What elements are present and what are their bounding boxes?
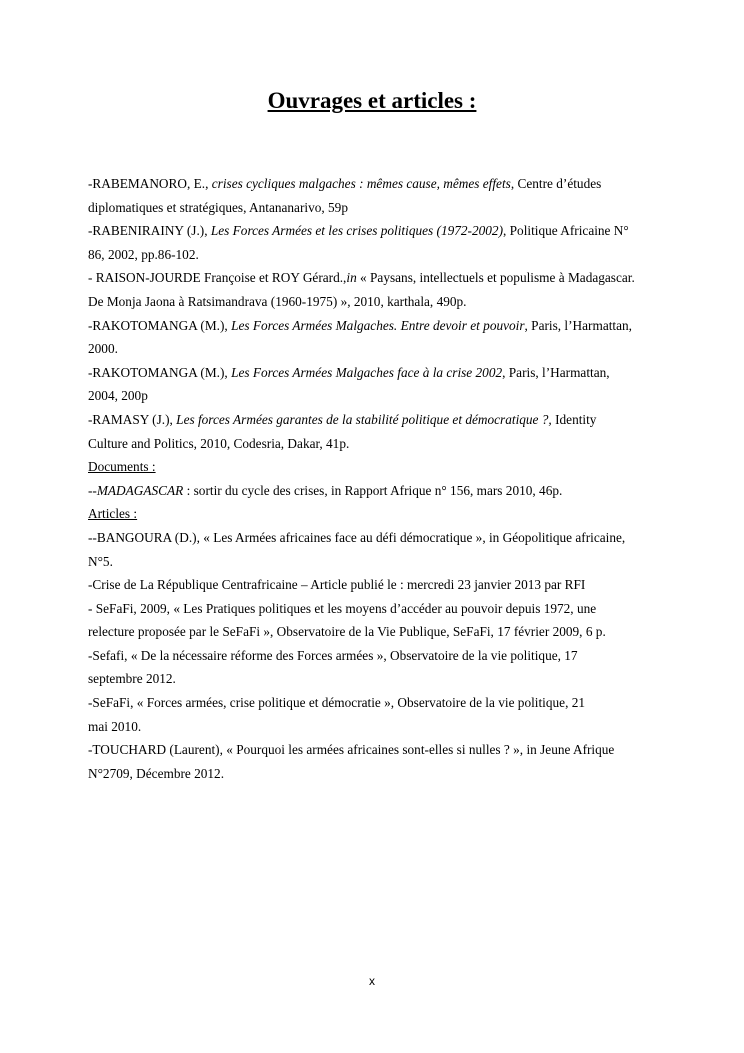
text-segment: diplomatiques et stratégiques, Antananarivo, 59p bbox=[88, 199, 348, 215]
text-line bbox=[88, 667, 668, 691]
text-line bbox=[88, 337, 668, 361]
text-line bbox=[88, 172, 668, 196]
text-segment: , Centre d’études bbox=[510, 176, 602, 191]
text-line bbox=[88, 243, 668, 267]
bibliography-list bbox=[88, 172, 668, 785]
text-line bbox=[88, 573, 668, 597]
text-segment: , Paris, l’Harmattan, bbox=[524, 317, 632, 333]
text-line bbox=[88, 219, 668, 243]
text-segment: N°2709, Décembre 2012. bbox=[88, 765, 225, 781]
text-segment: -RAKOTOMANGA (M.), bbox=[88, 364, 232, 380]
text-line bbox=[88, 738, 668, 762]
text-line bbox=[88, 408, 668, 432]
text-line bbox=[88, 479, 668, 503]
text-segment: -RAMASY (J.), bbox=[88, 411, 177, 427]
text-line bbox=[88, 526, 668, 550]
section-heading: Documents : bbox=[88, 459, 156, 475]
text-line bbox=[88, 314, 668, 338]
text-segment: -Sefafi, « De la nécessaire réforme des Forces armées », Observatoire de la vie politique, 17 bbox=[88, 647, 578, 663]
text-line bbox=[88, 266, 668, 290]
section-heading: Articles : bbox=[88, 506, 138, 522]
text-segment: « Paysans, intellectuels et populisme à Madagascar. bbox=[356, 270, 635, 286]
text-line bbox=[88, 597, 668, 621]
italic-title: Les Forces Armées Malgaches. Entre devoir et pouvoir bbox=[231, 317, 525, 333]
text-line bbox=[88, 715, 668, 739]
text-line bbox=[88, 502, 668, 526]
text-segment: relecture proposée par le SeFaFi », Observatoire de la Vie Publique, SeFaFi, 17 février 2009, 6 p. bbox=[88, 624, 606, 640]
italic-title: Les Forces Armées Malgaches face à la crise 2002 bbox=[231, 364, 503, 380]
text-segment: -TOUCHARD (Laurent), « Pourquoi les armées africaines sont-elles si nulles ? », in Jeune Afrique bbox=[88, 742, 615, 758]
text-segment: 86, 2002, pp.86-102. bbox=[88, 246, 199, 262]
text-segment: mai 2010. bbox=[88, 718, 142, 734]
text-line bbox=[88, 432, 668, 456]
italic-title: Les forces Armées garantes de la stabilité politique et démocratique ?, bbox=[176, 411, 552, 427]
page-number: x bbox=[369, 974, 375, 988]
text-segment: N°5. bbox=[88, 553, 113, 569]
text-line bbox=[88, 361, 668, 385]
italic-title: in bbox=[346, 270, 357, 286]
text-segment: -- bbox=[88, 482, 97, 498]
italic-title: crises cycliques malgaches : mêmes cause, mêmes effets bbox=[211, 176, 511, 191]
text-line bbox=[88, 550, 668, 574]
text-line bbox=[88, 455, 668, 479]
text-segment: septembre 2012. bbox=[88, 671, 176, 687]
text-line bbox=[88, 644, 668, 668]
text-segment: , Paris, l’Harmattan, bbox=[502, 364, 610, 380]
text-line bbox=[88, 620, 668, 644]
italic-title: MADAGASCAR bbox=[96, 482, 184, 498]
text-segment: -RABEMANORO, E., bbox=[88, 176, 212, 191]
italic-title: Les Forces Armées et les crises politiques (1972-2002) bbox=[210, 223, 503, 239]
text-segment: , Politique Africaine N° bbox=[503, 223, 629, 239]
text-segment: De Monja Jaona à Ratsimandrava (1960-1975) », 2010, karthala, 490p. bbox=[88, 293, 467, 309]
text-segment: -RAKOTOMANGA (M.), bbox=[88, 317, 232, 333]
text-segment: --BANGOURA (D.), « Les Armées africaines face au défi démocratique », in Géopolitique africaine, bbox=[88, 529, 626, 545]
page-title: Ouvrages et articles : bbox=[267, 88, 477, 113]
text-line bbox=[88, 384, 668, 408]
text-segment: Culture and Politics, 2010, Codesria, Dakar, 41p. bbox=[88, 435, 350, 451]
text-segment: 2000. bbox=[88, 341, 118, 357]
text-segment: -SeFaFi, « Forces armées, crise politique et démocratie », Observatoire de la vie politique, 21 bbox=[88, 695, 586, 711]
text-line bbox=[88, 290, 668, 314]
text-line bbox=[88, 196, 668, 220]
text-segment: -Crise de La République Centrafricaine – Article publié le : mercredi 23 janvier 2013 par RFI bbox=[88, 577, 586, 593]
text-segment: 2004, 200p bbox=[88, 388, 148, 404]
text-segment: Identity bbox=[551, 411, 597, 427]
text-line bbox=[88, 762, 668, 786]
text-segment: - RAISON-JOURDE Françoise et ROY Gérard., bbox=[88, 270, 347, 286]
text-line bbox=[88, 691, 668, 715]
text-segment: -RABENIRAINY (J.), bbox=[88, 223, 211, 239]
text-segment: : sortir du cycle des crises, in Rapport Afrique n° 156, mars 2010, 46p. bbox=[183, 482, 563, 498]
text-segment: - SeFaFi, 2009, « Les Pratiques politiques et les moyens d’accéder au pouvoir depuis 1972, une bbox=[88, 600, 597, 616]
